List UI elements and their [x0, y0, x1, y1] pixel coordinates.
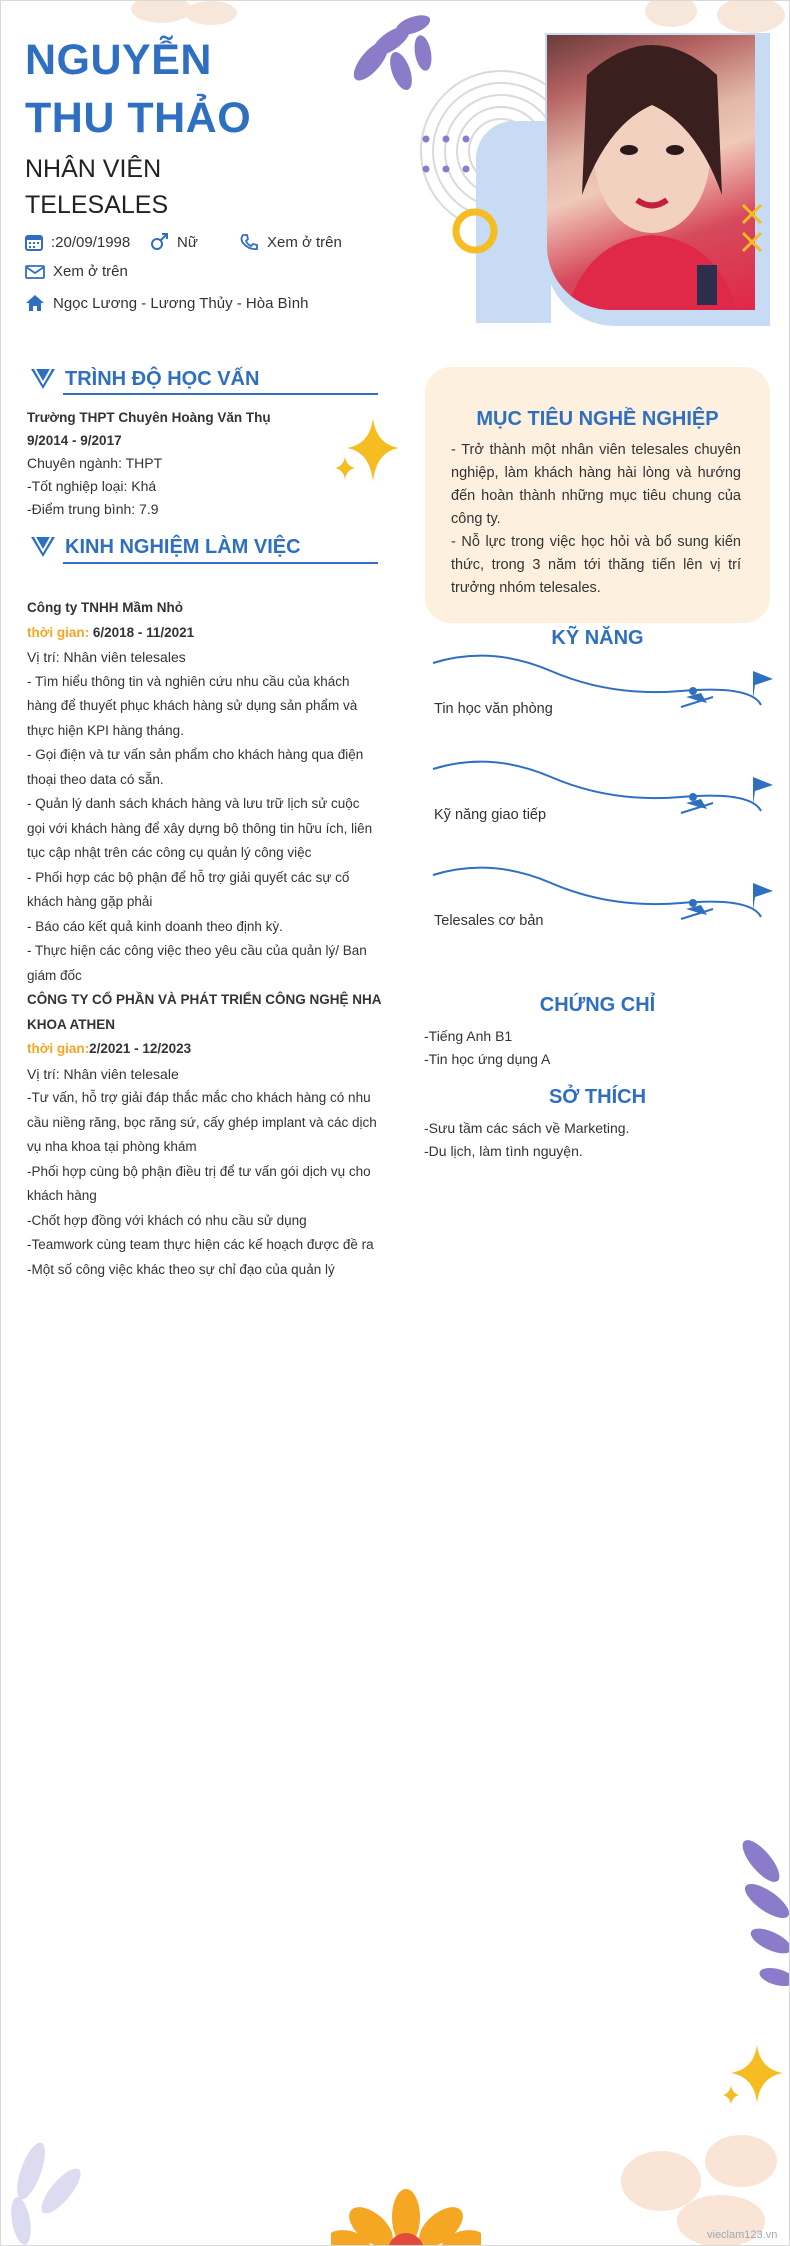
hobbies-list	[424, 1117, 629, 1163]
sparkle-decoration-icon	[721, 2041, 790, 2111]
experience-title-text: KINH NGHIỆM LÀM VIỆC	[65, 535, 301, 558]
dob-value: :20/09/1998	[51, 233, 131, 251]
job-position: Vị trí: Nhân viên telesales	[27, 649, 186, 665]
job-duty: -Tư vấn, hỗ trợ giải đáp thắc mắc cho khách hàng có nhu cầu niềng răng, bọc răng sứ, cấy ghép implant và các dịch vụ nha khoa tại phòng khám	[27, 1090, 377, 1154]
ring-decoration-icon	[450, 206, 500, 256]
certificates-title: CHỨNG CHỈ	[539, 994, 656, 1016]
job-duty: - Quản lý danh sách khách hàng và lưu trữ lịch sử cuộc gọi với khách hàng để xây dựng bộ thông tin hữu ích, liên tục cập nhật trên các công cụ quản lý công việc	[27, 796, 373, 860]
time-value: 6/2018 - 11/2021	[89, 624, 195, 640]
home-icon	[25, 294, 45, 312]
certificate-item: -Tiếng Anh B1	[424, 1028, 513, 1044]
job-duty: -Teamwork cùng team thực hiện các kế hoạch được đề ra	[27, 1237, 374, 1252]
job-entry-2	[27, 988, 382, 1282]
time-label: thời gian:	[27, 1041, 90, 1056]
name-line-1: NGUYỄN	[25, 36, 212, 84]
certificate-item: -Tin học ứng dụng A	[424, 1051, 551, 1067]
job-title-line-2: TELESALES	[25, 191, 169, 219]
section-marker-icon	[29, 367, 57, 391]
objective-text	[451, 439, 741, 600]
job-title-line-1: NHÂN VIÊN	[25, 155, 162, 183]
email-icon	[25, 264, 45, 280]
school-name: Trường THPT Chuyên Hoàng Văn Thụ	[27, 410, 271, 425]
education-line: Chuyên ngành: THPT	[27, 455, 163, 471]
skill-wave-icon	[431, 651, 781, 731]
address-value: Ngọc Lương - Lương Thủy - Hòa Bình	[53, 294, 309, 312]
school-period: 9/2014 - 9/2017	[27, 433, 122, 448]
phone-row	[239, 233, 342, 251]
skill-wave-icon	[431, 863, 781, 943]
education-entry	[27, 406, 347, 521]
job-duty: - Phối hợp các bộ phận để hỗ trợ giải quyết các sự cố khách hàng gặp phải	[27, 869, 350, 909]
education-line: -Tốt nghiệp loại: Khá	[27, 478, 157, 494]
watermark: vieclam123.vn	[707, 2229, 778, 2241]
sparkle-decoration-icon	[331, 416, 401, 486]
job-title	[25, 151, 168, 223]
job-duty: - Gọi điện và tư vấn sản phẩm cho khách hàng qua điện thoại theo data có sẵn.	[27, 747, 364, 787]
skill-wave-icon	[431, 757, 781, 837]
gender-value: Nữ	[177, 233, 198, 251]
objective-title: MỤC TIÊU NGHỀ NGHIỆP	[476, 408, 719, 430]
section-marker-icon	[29, 535, 57, 559]
skills-title: KỸ NĂNG	[551, 627, 644, 649]
leaf-decoration-icon	[1, 2111, 91, 2246]
skill-item	[431, 863, 781, 943]
section-underline	[63, 562, 378, 564]
skill-item	[431, 651, 781, 731]
objective-line: - Nỗ lực trong việc học hỏi và bổ sung kiến thức, trong 3 năm tới thăng tiến lên vị trí trưởng nhóm telesales.	[451, 534, 741, 596]
skill-label: Telesales cơ bản	[434, 913, 544, 929]
hobby-item: -Du lịch, làm tình nguyện.	[424, 1143, 583, 1159]
hobbies-title: SỞ THÍCH	[548, 1086, 647, 1108]
job-duty: - Báo cáo kết quả kinh doanh theo định kỳ.	[27, 918, 283, 934]
hobby-item: -Sưu tầm các sách về Marketing.	[424, 1120, 630, 1136]
avatar	[547, 35, 755, 310]
job-duty: -Phối hợp cùng bộ phận điều trị để tư vấn gói dịch vụ cho khách hàng	[27, 1163, 371, 1203]
candidate-name	[25, 31, 251, 147]
leaf-decoration-icon	[711, 1831, 790, 2011]
skill-label: Kỹ năng giao tiếp	[434, 807, 547, 823]
job-duty: - Tìm hiểu thông tin và nghiên cứu nhu cầu của khách hàng để thuyết phục khách hàng sử dụng sản phẩm và thực hiện KPI hàng tháng.	[27, 673, 358, 738]
profile-photo-frame	[545, 33, 765, 323]
phone-value: Xem ở trên	[267, 233, 342, 251]
job-duty: -Chốt hợp đồng với khách có nhu cầu sử dụng	[27, 1212, 307, 1228]
education-line: -Điểm trung bình: 7.9	[27, 501, 159, 517]
time-value: 2/2021 - 12/2023	[89, 1041, 192, 1056]
calendar-icon	[25, 233, 43, 251]
job-duty: - Thực hiện các công việc theo yêu cầu của quản lý/ Ban giám đốc	[27, 943, 367, 983]
flower-decoration-icon	[601, 2121, 790, 2246]
name-line-2: THU THẢO	[25, 94, 252, 142]
phone-icon	[239, 233, 259, 251]
section-underline	[63, 393, 378, 395]
skill-item	[431, 757, 781, 837]
x-marks-decoration-icon	[739, 201, 769, 261]
flower-decoration-icon	[331, 2181, 481, 2246]
portrait-icon	[547, 35, 755, 310]
email-value: Xem ở trên	[53, 263, 128, 280]
job-entry-1	[27, 596, 377, 988]
education-title-text: TRÌNH ĐỘ HỌC VẤN	[65, 367, 260, 390]
job-position: Vị trí: Nhân viên telesale	[27, 1065, 179, 1082]
dob-row	[25, 233, 130, 251]
email-row	[25, 263, 128, 280]
education-section-title	[29, 367, 259, 391]
address-row	[25, 294, 308, 312]
company-name: Công ty TNHH Mầm Nhỏ	[27, 600, 183, 615]
objective-line: - Trở thành một nhân viên telesales chuyên nghiệp, làm khách hàng hài lòng và hướng đến hoàn thành những mục tiêu chung của công ty.	[451, 442, 741, 527]
job-duty: -Một số công việc khác theo sự chỉ đạo của quản lý	[27, 1261, 335, 1277]
skill-label: Tin học văn phòng	[434, 701, 553, 717]
gender-icon	[149, 233, 169, 251]
time-label: thời gian:	[27, 624, 90, 640]
experience-section-title	[29, 535, 301, 559]
certificates-list	[424, 1025, 550, 1071]
gender-row	[149, 233, 198, 251]
company-name: CÔNG TY CỔ PHẦN VÀ PHÁT TRIỂN CÔNG NGHỆ NHA KHOA ATHEN	[27, 992, 382, 1032]
